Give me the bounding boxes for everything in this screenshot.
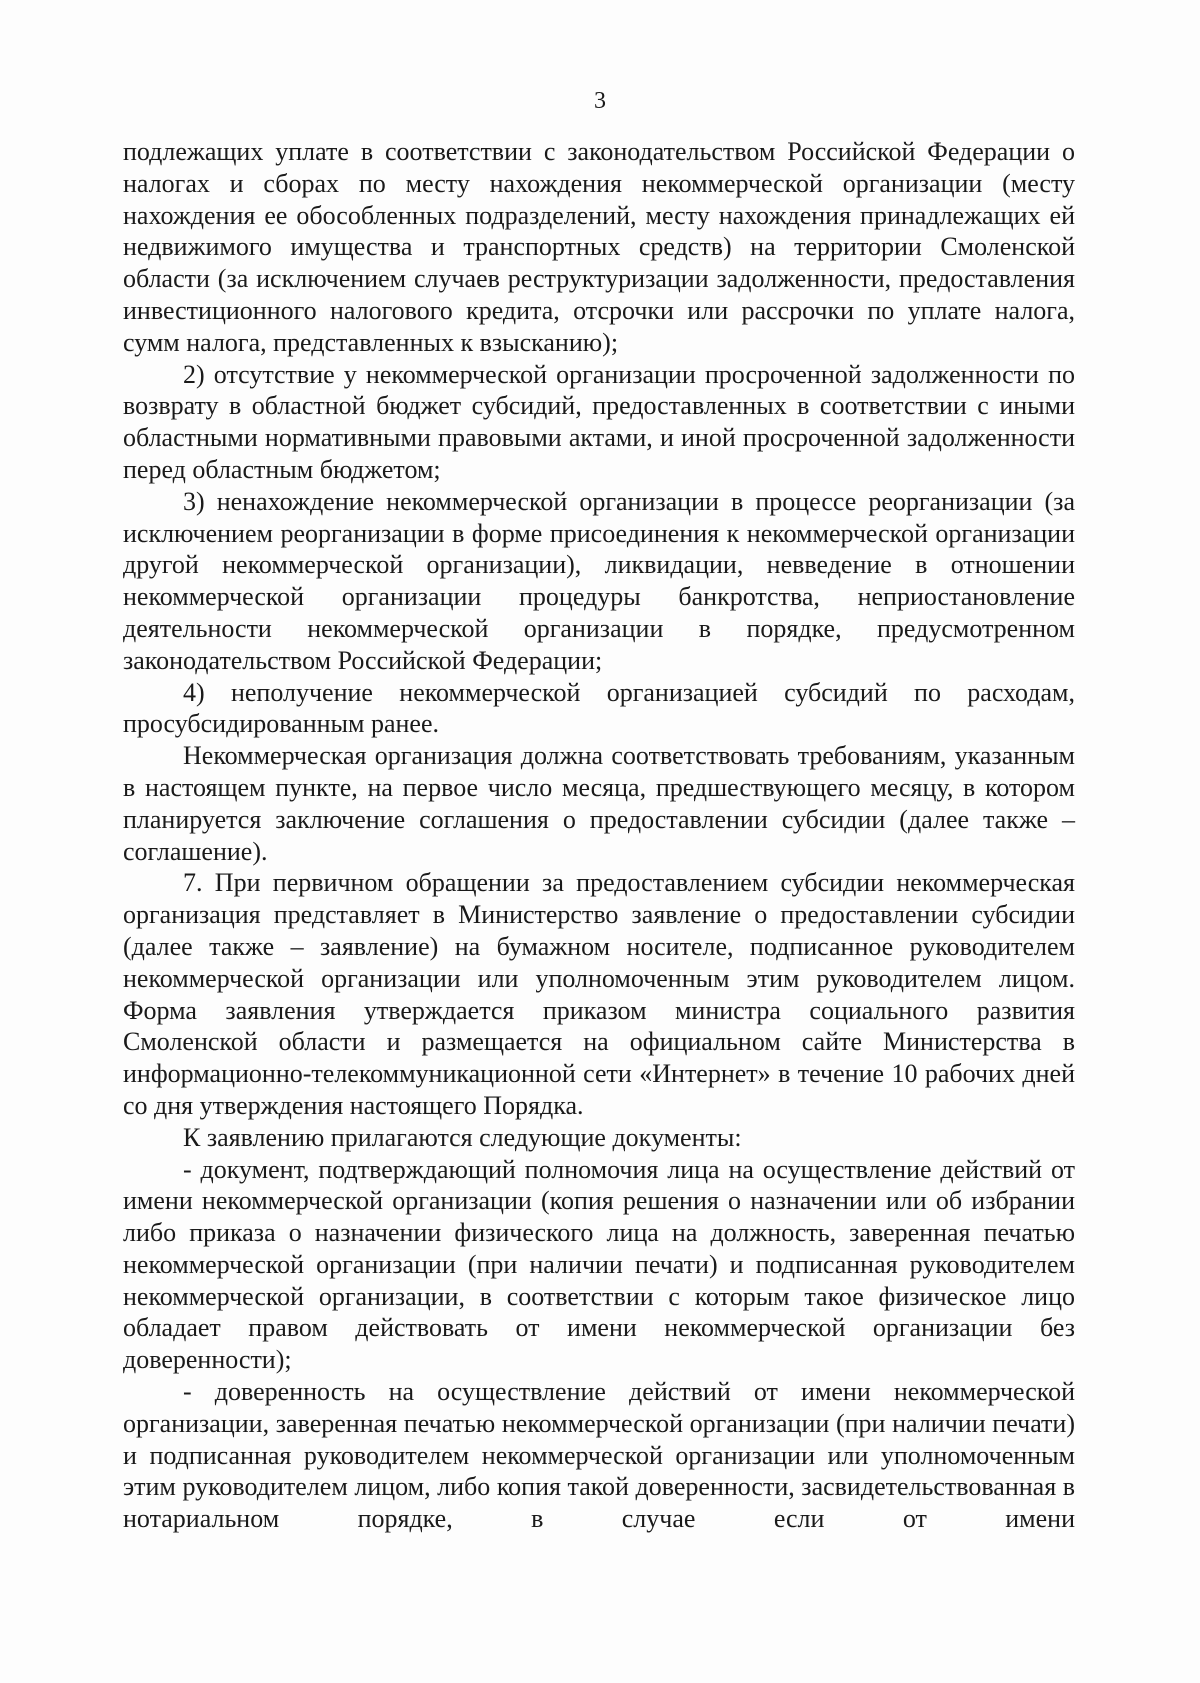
document-body	[123, 136, 1075, 1535]
page-number: 3	[594, 88, 606, 114]
paragraph-documents-intro: К заявлению прилагаются следующие документы:	[183, 1122, 742, 1152]
paragraph-item-2: 2) отсутствие у некоммерческой организации просроченной задолженности по возврату в областной бюджет субсидий, предоставленных в соответствии с иными областными нормативными правовыми актами, и иной просроченной задолженности перед областным бюджетом;	[123, 359, 1075, 484]
paragraph-requirements-date: Некоммерческая организация должна соответствовать требованиям, указанным в настоящем пункте, на первое число месяца, предшествующего месяцу, в котором планируется заключение соглашения о предоставлении субсидии (далее также – соглашение).	[123, 741, 1075, 866]
paragraph-item-3: 3) ненахождение некоммерческой организации в процессе реорганизации (за исключением реорганизации в форме присоединения к некоммерческой организации другой некоммерческой организации), ликвидации, невведение в отношении некоммерческой организации процедуры банкротства, неприостановление деятельности некоммерческой организации в порядке, предусмотренном законодательством Российской Федерации;	[123, 486, 1075, 675]
paragraph-item-4: 4) неполучение некоммерческой организацией субсидий по расходам, просубсидированным ранее.	[123, 677, 1075, 739]
paragraph-power-of-attorney: - доверенность на осуществление действий от имени некоммерческой организации, заверенная печатью некоммерческой организации (при наличии печати) и подписанная руководителем некоммерческой организации или уполномоченным этим руководителем лицом, либо копия такой доверенности, засвидетельствованная в нотариальном порядке, в случае если от имени	[123, 1377, 1075, 1534]
paragraph-document-authority: - документ, подтверждающий полномочия лица на осуществление действий от имени некоммерческой организации (копия решения о назначении или об избрании либо приказа о назначении физического лица на должность, заверенная печатью некоммерческой организации (при наличии печати) и подписанная руководителем некоммерческой организации, в соответствии с которым такое физическое лицо обладает правом действовать от имени некоммерческой организации без доверенности);	[123, 1154, 1075, 1375]
paragraph-item-7: 7. При первичном обращении за предоставлением субсидии некоммерческая организация представляет в Министерство заявление о предоставлении субсидии (далее также – заявление) на бумажном носителе, подписанное руководителем некоммерческой организации или уполномоченным этим руководителем лицом. Форма заявления утверждается приказом министра социального развития Смоленской области и размещается на официальном сайте Министерства в информационно-телекоммуникационной сети «Интернет» в течение 10 рабочих дней со дня утверждения настоящего Порядка.	[123, 868, 1075, 1120]
paragraph-tax-continuation: подлежащих уплате в соответствии с законодательством Российской Федерации о налогах и сборах по месту нахождения некоммерческой организации (месту нахождения ее обособленных подразделений, месту нахождения принадлежащих ей недвижимого имущества и транспортных средств) на территории Смоленской области (за исключением случаев реструктуризации задолженности, предоставления инвестиционного налогового кредита, отсрочки или рассрочки по уплате налога, сумм налога, представленных к взысканию);	[123, 137, 1075, 357]
